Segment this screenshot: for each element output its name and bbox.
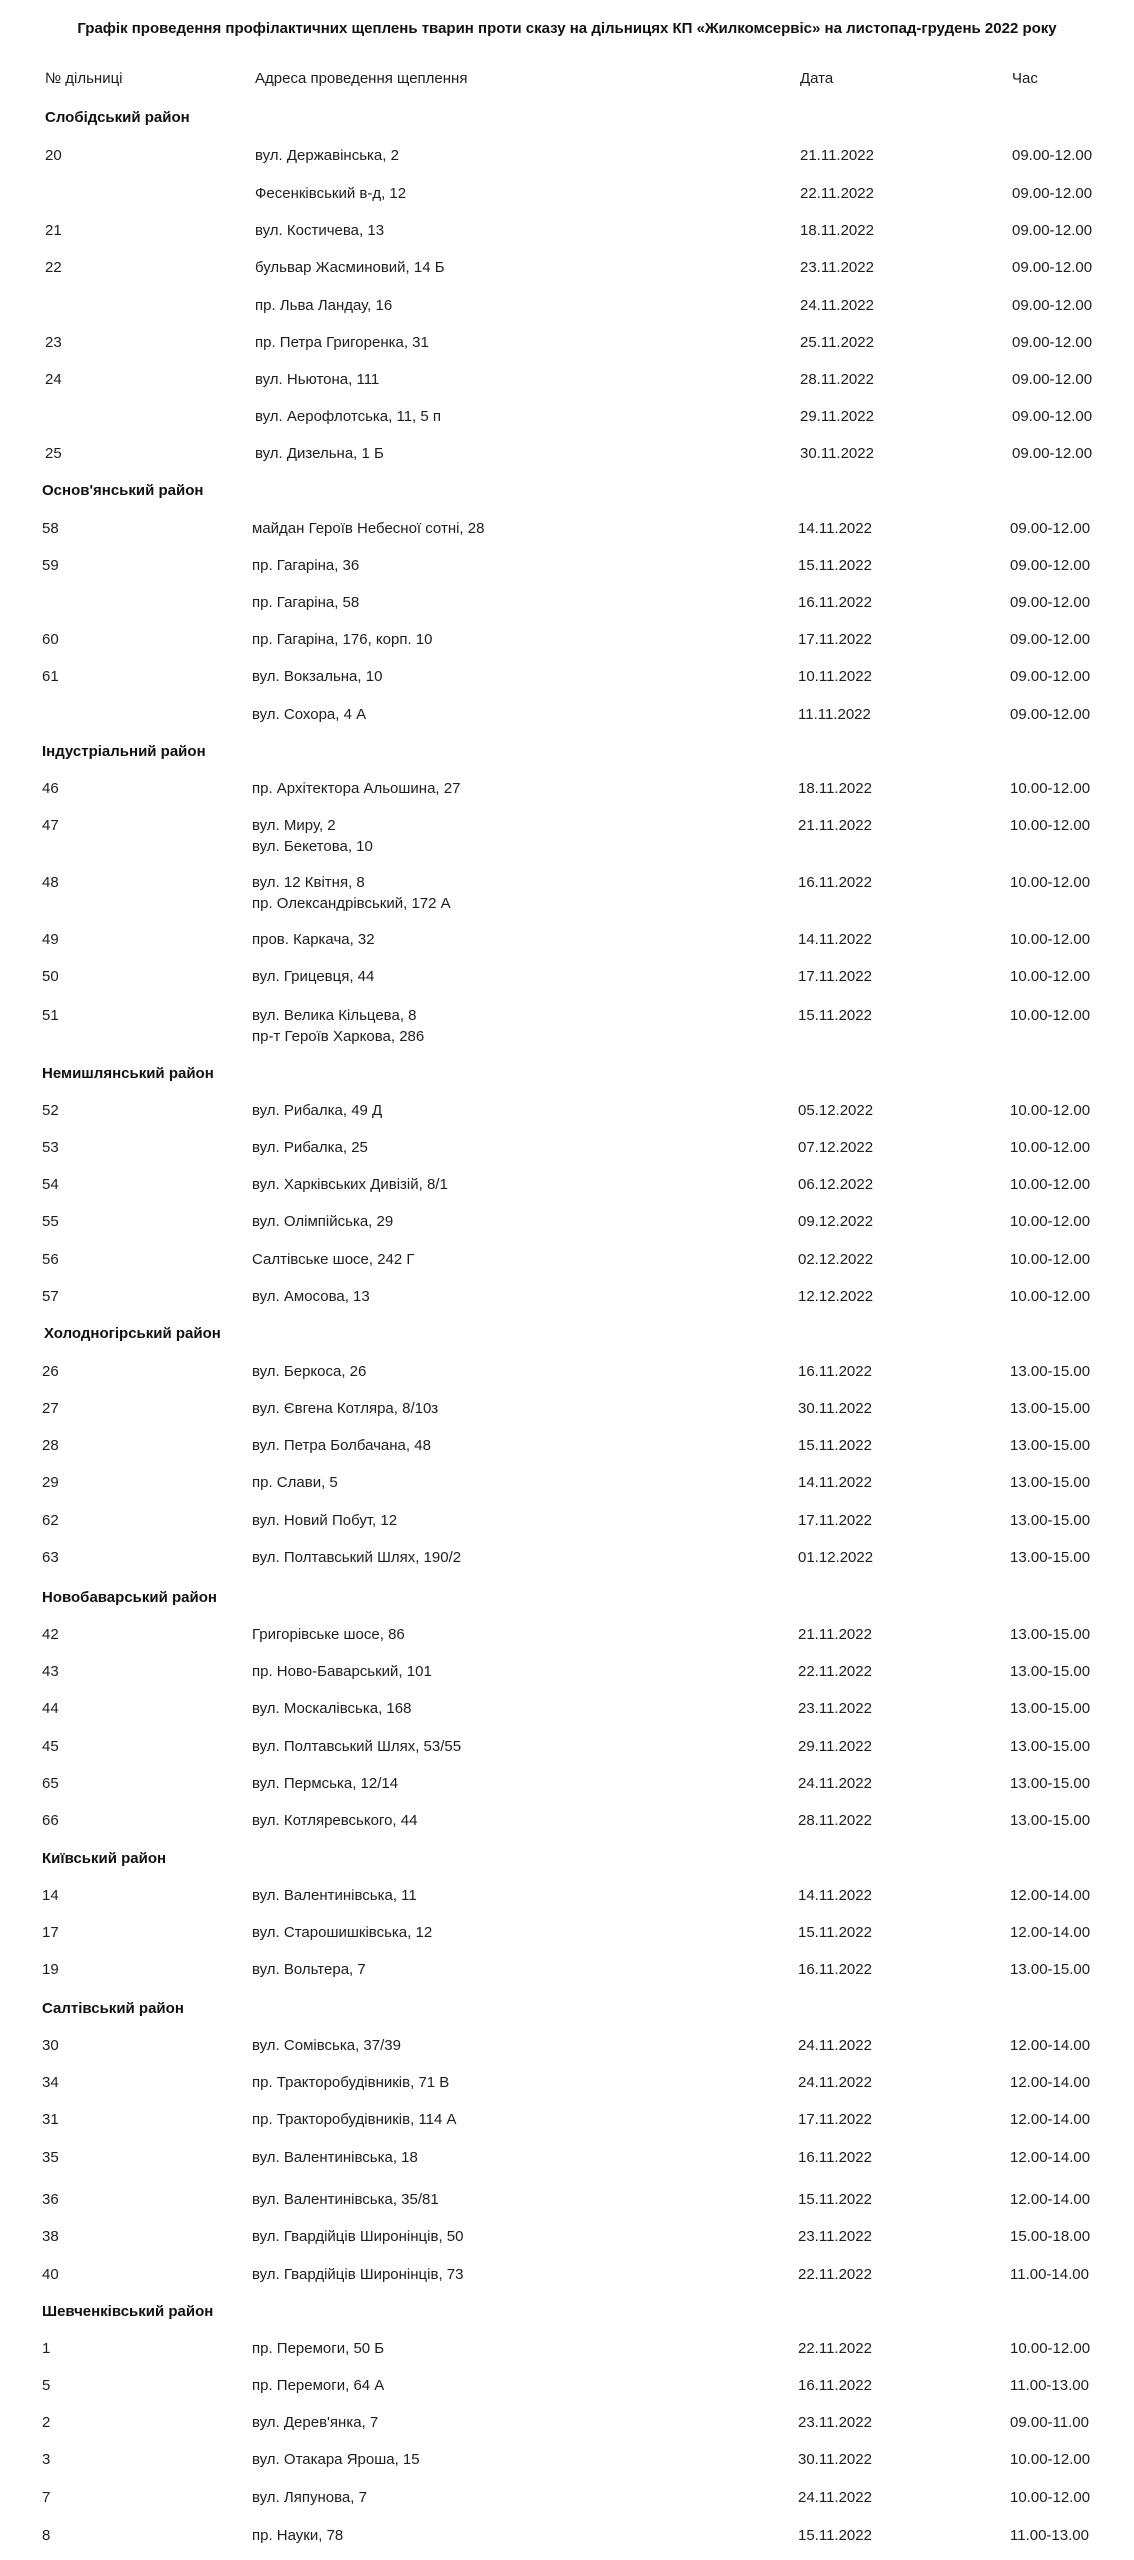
address-line: вул. Амосова, 13	[252, 1288, 370, 1305]
vaccination-address	[255, 295, 392, 316]
vaccination-time: 10.00-12.00	[1010, 2451, 1091, 2468]
vaccination-address	[252, 2412, 378, 2433]
vaccination-address	[252, 778, 460, 799]
address-line: вул. Рибалка, 25	[252, 1139, 368, 1156]
vaccination-time: 09.00-12.00	[1012, 297, 1093, 314]
district-number: 26	[42, 1363, 59, 1380]
vaccination-date: 21.11.2022	[798, 1626, 872, 1643]
district-number: 55	[42, 1213, 59, 1230]
vaccination-address	[255, 332, 429, 353]
vaccination-date: 01.12.2022	[798, 1549, 874, 1566]
vaccination-date: 21.11.2022	[800, 147, 874, 164]
vaccination-date: 23.11.2022	[800, 259, 874, 276]
district-number: 66	[42, 1812, 59, 1829]
vaccination-time: 09.00-12.00	[1010, 557, 1091, 574]
vaccination-address	[252, 1885, 417, 1906]
address-line: пр. Архітектора Альошина, 27	[252, 780, 461, 797]
vaccination-date: 24.11.2022	[798, 1775, 872, 1792]
district-number: 46	[42, 780, 59, 797]
district-number: 38	[42, 2228, 59, 2245]
vaccination-time: 11.00-14.00	[1010, 2266, 1089, 2283]
address-line: вул. Ньютона, 111	[255, 371, 380, 388]
vaccination-date: 16.11.2022	[798, 2377, 872, 2394]
vaccination-time: 13.00-15.00	[1010, 1812, 1091, 1829]
vaccination-date: 23.11.2022	[798, 1700, 872, 1717]
district-heading: Київський район	[42, 1850, 167, 1867]
vaccination-address	[252, 2487, 367, 2508]
vaccination-time: 10.00-12.00	[1010, 1102, 1091, 1119]
address-line: вул. Бекетова, 10	[252, 838, 373, 855]
vaccination-date: 22.11.2022	[800, 185, 874, 202]
vaccination-date: 09.12.2022	[798, 1213, 874, 1230]
vaccination-time: 09.00-12.00	[1012, 334, 1093, 351]
vaccination-date: 22.11.2022	[798, 1663, 872, 1680]
address-line: вул. Костичева, 13	[255, 222, 385, 239]
vaccination-address	[252, 1361, 366, 1382]
address-line: вул. Миру, 2	[252, 817, 336, 834]
vaccination-address	[252, 966, 374, 987]
vaccination-date: 22.11.2022	[798, 2340, 872, 2357]
address-line: пр. Слави, 5	[252, 1474, 338, 1491]
vaccination-time: 13.00-15.00	[1010, 1437, 1091, 1454]
address-line: вул. Полтавський Шлях, 53/55	[252, 1738, 462, 1755]
address-line: вул. Сохора, 4 А	[252, 706, 367, 723]
header-district-number: № дільниці	[45, 70, 123, 87]
vaccination-address	[255, 369, 379, 390]
vaccination-time: 09.00-12.00	[1012, 147, 1093, 164]
district-number: 44	[42, 1700, 59, 1717]
vaccination-date: 07.12.2022	[798, 1139, 874, 1156]
vaccination-address	[255, 443, 384, 464]
vaccination-address	[255, 145, 399, 166]
vaccination-time: 10.00-12.00	[1010, 1176, 1091, 1193]
vaccination-address	[252, 1398, 438, 1419]
vaccination-time: 12.00-14.00	[1010, 2074, 1091, 2091]
address-line: вул. Беркоса, 26	[252, 1363, 367, 1380]
address-line: вул. Валентинівська, 18	[252, 2149, 418, 2166]
vaccination-date: 28.11.2022	[800, 371, 874, 388]
address-line: Фесенківський в-д, 12	[255, 185, 407, 202]
vaccination-date: 17.11.2022	[798, 1512, 872, 1529]
vaccination-date: 14.11.2022	[798, 520, 872, 537]
vaccination-address	[255, 257, 445, 278]
district-number: 1	[42, 2340, 51, 2357]
address-line: вул. Полтавський Шлях, 190/2	[252, 1549, 462, 1566]
district-number: 3	[42, 2451, 51, 2468]
address-line: вул. Дизельна, 1 Б	[255, 445, 384, 462]
address-line: вул. 12 Квітня, 8	[252, 874, 365, 891]
vaccination-time: 10.00-12.00	[1010, 2340, 1091, 2357]
address-line: вул. Валентинівська, 35/81	[252, 2191, 439, 2208]
vaccination-time: 10.00-12.00	[1010, 874, 1091, 891]
document-title: Графік проведення профілактичних щеплень тварин проти сказу на дільницях КП «Жилкомсервіс» на листопад-грудень 2022 року	[77, 20, 1057, 37]
vaccination-time: 12.00-14.00	[1010, 2149, 1091, 2166]
vaccination-address	[255, 220, 384, 241]
district-number: 63	[42, 1549, 59, 1566]
vaccination-time: 11.00-13.00	[1010, 2377, 1089, 2394]
vaccination-date: 22.11.2022	[798, 2266, 872, 2283]
district-number: 43	[42, 1663, 59, 1680]
vaccination-address	[255, 183, 406, 204]
vaccination-address	[252, 1810, 417, 1831]
district-number: 27	[42, 1400, 59, 1417]
district-number: 20	[45, 147, 62, 164]
vaccination-time: 09.00-12.00	[1012, 222, 1093, 239]
address-line: вул. Велика Кільцева, 8	[252, 1007, 417, 1024]
district-heading: Салтівський район	[42, 2000, 184, 2017]
address-line: пр. Льва Ландау, 16	[255, 297, 393, 314]
district-heading: Індустріальний район	[42, 743, 206, 760]
address-line: пр. Тракторобудівників, 114 А	[252, 2111, 457, 2128]
vaccination-time: 15.00-18.00	[1010, 2228, 1091, 2245]
vaccination-time: 13.00-15.00	[1010, 1400, 1091, 1417]
district-number: 45	[42, 1738, 59, 1755]
address-line: вул. Валентинівська, 11	[252, 1887, 417, 1904]
vaccination-address	[252, 1547, 461, 1568]
vaccination-time: 12.00-14.00	[1010, 2037, 1091, 2054]
vaccination-date: 15.11.2022	[798, 1437, 872, 1454]
vaccination-time: 13.00-15.00	[1010, 1775, 1091, 1792]
address-line: вул. Харківських Дивізій, 8/1	[252, 1176, 448, 1193]
district-number: 29	[42, 1474, 59, 1491]
vaccination-address	[252, 518, 484, 539]
vaccination-date: 30.11.2022	[798, 1400, 872, 1417]
vaccination-time: 10.00-12.00	[1010, 968, 1091, 985]
address-line: пр. Гагаріна, 176, корп. 10	[252, 631, 433, 648]
vaccination-time: 09.00-12.00	[1010, 594, 1091, 611]
vaccination-time: 10.00-12.00	[1010, 2489, 1091, 2506]
vaccination-date: 17.11.2022	[798, 631, 872, 648]
address-line: вул. Петра Болбачана, 48	[252, 1437, 431, 1454]
address-line: вул. Грицевця, 44	[252, 968, 375, 985]
vaccination-time: 09.00-12.00	[1012, 408, 1093, 425]
vaccination-date: 28.11.2022	[798, 1812, 872, 1829]
district-number: 48	[42, 874, 59, 891]
vaccination-address	[252, 2525, 343, 2546]
district-number: 14	[42, 1887, 59, 1904]
vaccination-date: 24.11.2022	[800, 297, 874, 314]
vaccination-address	[252, 1249, 415, 1270]
district-number: 7	[42, 2489, 51, 2506]
district-number: 62	[42, 1512, 59, 1529]
address-line: вул. Сомівська, 37/39	[252, 2037, 401, 2054]
vaccination-date: 16.11.2022	[798, 1961, 872, 1978]
district-number: 30	[42, 2037, 59, 2054]
vaccination-address	[252, 1005, 424, 1047]
vaccination-date: 30.11.2022	[798, 2451, 872, 2468]
vaccination-address	[252, 2035, 401, 2056]
district-number: 22	[45, 259, 62, 276]
district-number: 5	[42, 2377, 51, 2394]
vaccination-time: 12.00-14.00	[1010, 2111, 1091, 2128]
vaccination-address	[252, 2147, 418, 2168]
vaccination-address	[252, 2338, 384, 2359]
district-number: 42	[42, 1626, 59, 1643]
address-line: вул. Євгена Котляра, 8/10з	[252, 1400, 439, 1417]
address-line: вул. Олімпійська, 29	[252, 1213, 394, 1230]
vaccination-time: 10.00-12.00	[1010, 817, 1091, 834]
district-number: 56	[42, 1251, 59, 1268]
district-number: 24	[45, 371, 62, 388]
district-number: 52	[42, 1102, 59, 1119]
vaccination-address	[252, 1624, 405, 1645]
vaccination-time: 10.00-12.00	[1010, 1213, 1091, 1230]
vaccination-date: 17.11.2022	[798, 968, 872, 985]
vaccination-address	[252, 1736, 461, 1757]
district-number: 54	[42, 1176, 59, 1193]
vaccination-address	[252, 2375, 384, 2396]
vaccination-time: 09.00-12.00	[1012, 185, 1093, 202]
vaccination-date: 17.11.2022	[798, 2111, 872, 2128]
vaccination-time: 10.00-12.00	[1010, 780, 1091, 797]
vaccination-address	[252, 1698, 411, 1719]
address-line: вул. Гвардійців Широнінців, 50	[252, 2228, 464, 2245]
district-number: 28	[42, 1437, 59, 1454]
district-heading: Основ'янський район	[42, 482, 204, 499]
vaccination-time: 13.00-15.00	[1010, 1363, 1091, 1380]
address-line: пр. Перемоги, 64 А	[252, 2377, 385, 2394]
vaccination-time: 13.00-15.00	[1010, 1512, 1091, 1529]
vaccination-address	[252, 929, 375, 950]
vaccination-time: 13.00-15.00	[1010, 1549, 1091, 1566]
vaccination-time: 09.00-12.00	[1010, 631, 1091, 648]
header-time: Час	[1012, 70, 1038, 87]
address-line: пр. Петра Григоренка, 31	[255, 334, 429, 351]
address-line: вул. Отакара Яроша, 15	[252, 2451, 420, 2468]
district-number: 19	[42, 1961, 59, 1978]
vaccination-address	[252, 1174, 448, 1195]
vaccination-date: 15.11.2022	[798, 557, 872, 574]
vaccination-time: 13.00-15.00	[1010, 1474, 1091, 1491]
vaccination-date: 10.11.2022	[798, 668, 872, 685]
district-heading: Новобаварський район	[42, 1589, 217, 1606]
vaccination-time: 09.00-12.00	[1012, 445, 1093, 462]
vaccination-date: 14.11.2022	[798, 1887, 872, 1904]
vaccination-date: 02.12.2022	[798, 1251, 874, 1268]
vaccination-date: 30.11.2022	[800, 445, 874, 462]
vaccination-time: 10.00-12.00	[1010, 1288, 1091, 1305]
address-line: пр-т Героїв Харкова, 286	[252, 1028, 425, 1045]
address-line: пр. Гагаріна, 36	[252, 557, 360, 574]
vaccination-date: 18.11.2022	[798, 780, 872, 797]
district-number: 49	[42, 931, 59, 948]
address-line: майдан Героїв Небесної сотні, 28	[252, 520, 485, 537]
address-line: вул. Вольтера, 7	[252, 1961, 366, 1978]
vaccination-time: 09.00-12.00	[1012, 259, 1093, 276]
vaccination-address	[252, 1472, 338, 1493]
district-number: 53	[42, 1139, 59, 1156]
address-line: вул. Аерофлотська, 11, 5 п	[255, 408, 441, 425]
district-number: 31	[42, 2111, 59, 2128]
vaccination-date: 05.12.2022	[798, 1102, 874, 1119]
district-number: 51	[42, 1007, 59, 1024]
address-line: пров. Каркача, 32	[252, 931, 375, 948]
vaccination-date: 06.12.2022	[798, 1176, 874, 1193]
vaccination-time: 12.00-14.00	[1010, 2191, 1091, 2208]
vaccination-date: 18.11.2022	[800, 222, 874, 239]
district-number: 60	[42, 631, 59, 648]
district-number: 36	[42, 2191, 59, 2208]
vaccination-time: 10.00-12.00	[1010, 1007, 1091, 1024]
address-line: Григорівське шосе, 86	[252, 1626, 405, 1643]
vaccination-address	[252, 1211, 393, 1232]
district-number: 59	[42, 557, 59, 574]
vaccination-date: 14.11.2022	[798, 931, 872, 948]
vaccination-time: 13.00-15.00	[1010, 1700, 1091, 1717]
vaccination-time: 13.00-15.00	[1010, 1961, 1091, 1978]
district-number: 58	[42, 520, 59, 537]
vaccination-date: 23.11.2022	[798, 2228, 872, 2245]
vaccination-time: 09.00-12.00	[1010, 668, 1091, 685]
district-heading: Немишлянський район	[42, 1065, 214, 1082]
vaccination-address	[252, 1100, 382, 1121]
address-line: вул. Ляпунова, 7	[252, 2489, 367, 2506]
vaccination-address	[252, 1922, 432, 1943]
address-line: пр. Олександрівський, 172 А	[252, 895, 451, 912]
address-line: вул. Пермська, 12/14	[252, 1775, 399, 1792]
address-line: вул. Рибалка, 49 Д	[252, 1102, 383, 1119]
vaccination-time: 10.00-12.00	[1010, 1251, 1091, 1268]
vaccination-date: 21.11.2022	[798, 817, 872, 834]
vaccination-address	[252, 666, 382, 687]
vaccination-address	[252, 2109, 457, 2130]
address-line: вул. Вокзальна, 10	[252, 668, 383, 685]
district-number: 2	[42, 2414, 51, 2431]
vaccination-date: 12.12.2022	[798, 1288, 874, 1305]
vaccination-address	[252, 2449, 420, 2470]
vaccination-address	[255, 406, 441, 427]
district-number: 40	[42, 2266, 59, 2283]
district-number: 34	[42, 2074, 59, 2091]
address-line: пр. Перемоги, 50 Б	[252, 2340, 385, 2357]
district-number: 65	[42, 1775, 59, 1792]
vaccination-address	[252, 592, 359, 613]
vaccination-date: 29.11.2022	[800, 408, 874, 425]
district-number: 50	[42, 968, 59, 985]
vaccination-time: 09.00-11.00	[1010, 2414, 1089, 2431]
vaccination-time: 12.00-14.00	[1010, 1924, 1091, 1941]
vaccination-address	[252, 1510, 397, 1531]
district-number: 17	[42, 1924, 59, 1941]
vaccination-address	[252, 872, 451, 914]
vaccination-time: 11.00-13.00	[1010, 2527, 1089, 2544]
address-line: вул. Державінська, 2	[255, 147, 399, 164]
vaccination-date: 25.11.2022	[800, 334, 874, 351]
address-line: вул. Новий Побут, 12	[252, 1512, 398, 1529]
vaccination-address	[252, 1435, 431, 1456]
vaccination-date: 16.11.2022	[798, 594, 872, 611]
vaccination-address	[252, 2226, 463, 2247]
address-line: пр. Науки, 78	[252, 2527, 344, 2544]
vaccination-date: 15.11.2022	[798, 2191, 872, 2208]
header-address: Адреса проведення щеплення	[255, 70, 468, 87]
vaccination-time: 09.00-12.00	[1012, 371, 1093, 388]
vaccination-address	[252, 815, 373, 857]
district-number: 47	[42, 817, 59, 834]
vaccination-address	[252, 629, 432, 650]
header-date: Дата	[800, 70, 834, 87]
district-heading: Шевченківський район	[42, 2303, 214, 2320]
vaccination-date: 24.11.2022	[798, 2074, 872, 2091]
vaccination-date: 15.11.2022	[798, 1007, 872, 1024]
vaccination-date: 15.11.2022	[798, 2527, 872, 2544]
vaccination-date: 16.11.2022	[798, 1363, 872, 1380]
vaccination-time: 10.00-12.00	[1010, 931, 1091, 948]
vaccination-address	[252, 2072, 449, 2093]
address-line: вул. Гвардійців Широнінців, 73	[252, 2266, 464, 2283]
vaccination-date: 16.11.2022	[798, 874, 872, 891]
district-heading: Холодногірський район	[44, 1325, 221, 1342]
vaccination-date: 14.11.2022	[798, 1474, 872, 1491]
address-line: Салтівське шосе, 242 Г	[252, 1251, 415, 1268]
address-line: вул. Котляревського, 44	[252, 1812, 418, 1829]
district-heading: Слобідський район	[45, 109, 190, 126]
vaccination-time: 09.00-12.00	[1010, 706, 1091, 723]
vaccination-date: 23.11.2022	[798, 2414, 872, 2431]
district-number: 25	[45, 445, 62, 462]
district-number: 8	[42, 2527, 51, 2544]
address-line: бульвар Жасминовий, 14 Б	[255, 259, 445, 276]
vaccination-address	[252, 2189, 439, 2210]
vaccination-time: 09.00-12.00	[1010, 520, 1091, 537]
vaccination-date: 11.11.2022	[798, 706, 871, 723]
address-line: пр. Тракторобудівників, 71 В	[252, 2074, 450, 2091]
vaccination-date: 15.11.2022	[798, 1924, 872, 1941]
vaccination-address	[252, 1661, 432, 1682]
address-line: вул. Дерев'янка, 7	[252, 2414, 379, 2431]
vaccination-time: 13.00-15.00	[1010, 1626, 1091, 1643]
vaccination-time: 12.00-14.00	[1010, 1887, 1091, 1904]
vaccination-address	[252, 1773, 398, 1794]
address-line: пр. Гагаріна, 58	[252, 594, 360, 611]
district-number: 61	[42, 668, 59, 685]
vaccination-date: 16.11.2022	[798, 2149, 872, 2166]
vaccination-address	[252, 704, 366, 725]
vaccination-time: 13.00-15.00	[1010, 1663, 1091, 1680]
address-line: вул. Москалівська, 168	[252, 1700, 412, 1717]
vaccination-time: 10.00-12.00	[1010, 1139, 1091, 1156]
address-line: вул. Старошишківська, 12	[252, 1924, 433, 1941]
vaccination-date: 29.11.2022	[798, 1738, 872, 1755]
district-number: 35	[42, 2149, 59, 2166]
vaccination-address	[252, 1137, 368, 1158]
vaccination-date: 24.11.2022	[798, 2037, 872, 2054]
vaccination-address	[252, 555, 359, 576]
vaccination-address	[252, 1286, 370, 1307]
district-number: 57	[42, 1288, 59, 1305]
district-number: 21	[45, 222, 62, 239]
vaccination-address	[252, 2264, 463, 2285]
district-number: 23	[45, 334, 62, 351]
vaccination-date: 24.11.2022	[798, 2489, 872, 2506]
address-line: пр. Ново-Баварський, 101	[252, 1663, 432, 1680]
vaccination-time: 13.00-15.00	[1010, 1738, 1091, 1755]
vaccination-address	[252, 1959, 366, 1980]
